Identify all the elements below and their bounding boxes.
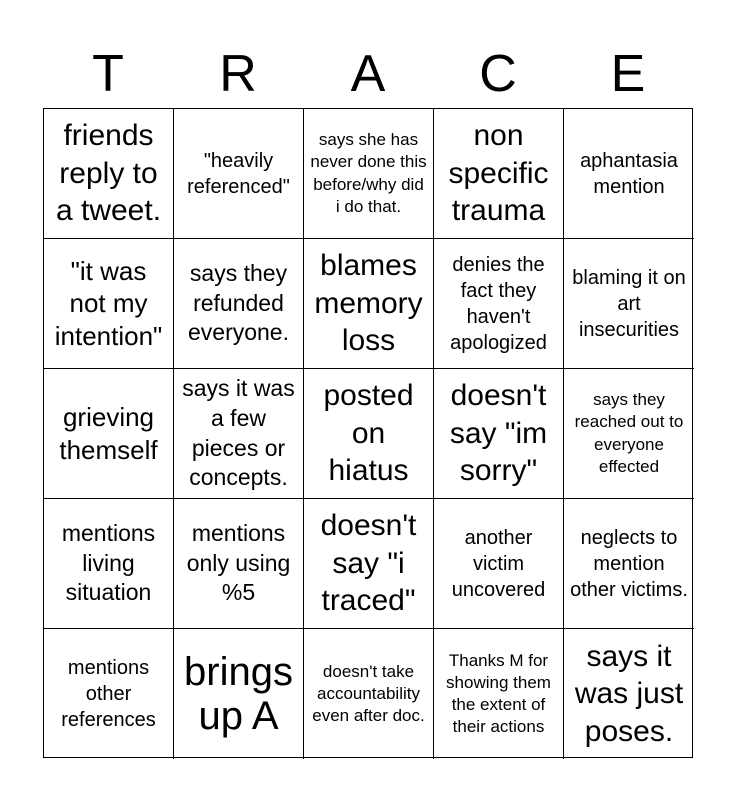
header-letter-t: T (92, 45, 124, 103)
bingo-cell-text: denies the fact they haven't apologized (450, 253, 547, 354)
bingo-cell-r4-c3[interactable] (304, 499, 434, 629)
header-letter-c: C (479, 45, 517, 103)
bingo-cell-text: posted on hiatus (323, 379, 414, 488)
bingo-cell-r1-c2[interactable] (174, 109, 304, 239)
bingo-cell-r1-c1[interactable] (44, 109, 174, 239)
bingo-cell-text: blames memory loss (314, 249, 423, 358)
bingo-cell-text: says it was just poses. (574, 639, 684, 748)
bingo-cell-r5-c1[interactable] (44, 629, 174, 759)
bingo-cell-text: says they reached out to everyone effected (574, 390, 684, 476)
bingo-cell-r4-c1[interactable] (44, 499, 174, 629)
bingo-cell-r4-c5[interactable] (564, 499, 694, 629)
bingo-cell-text: mentions other references (61, 657, 156, 731)
bingo-cell-r2-c1[interactable] (44, 239, 174, 369)
bingo-cell-r3-c1[interactable] (44, 369, 174, 499)
bingo-cell-text: says she has never done this before/why did i do that. (310, 130, 427, 216)
bingo-cell-r4-c4[interactable] (434, 499, 564, 629)
bingo-cell-r1-c4[interactable] (434, 109, 564, 239)
bingo-cell-text: friends reply to a tweet. (55, 119, 162, 228)
bingo-cell-text: "it was not my intention" (54, 255, 163, 351)
bingo-cell-r3-c2[interactable] (174, 369, 304, 499)
bingo-cell-text: doesn't say "i traced" (320, 509, 417, 618)
bingo-cell-text: "heavily referenced" (187, 149, 290, 198)
bingo-cell-r2-c5[interactable] (564, 239, 694, 369)
bingo-cell-r5-c3[interactable] (304, 629, 434, 759)
bingo-cell-text: another victim uncovered (451, 526, 546, 601)
bingo-cell-text: mentions living situation (61, 519, 156, 606)
header-letter-a: A (350, 45, 386, 103)
bingo-cell-text: aphantasia mention (580, 149, 678, 198)
bingo-cell-r5-c4[interactable] (434, 629, 564, 759)
bingo-cell-r3-c4[interactable] (434, 369, 564, 499)
bingo-cell-text: grieving themself (59, 402, 158, 465)
bingo-cell-r2-c3[interactable] (304, 239, 434, 369)
bingo-cell-text: doesn't take accountability even after doc. (312, 661, 425, 726)
bingo-cell-text: non specific trauma (448, 119, 549, 228)
bingo-cell-text: brings up A (184, 650, 293, 738)
header-letter-e: E (610, 45, 646, 103)
bingo-cell-text: says they refunded everyone. (187, 259, 289, 346)
bingo-board (43, 108, 693, 758)
bingo-cell-r1-c3[interactable] (304, 109, 434, 239)
bingo-cell-r3-c5[interactable] (564, 369, 694, 499)
bingo-cell-text: Thanks M for showing them the extent of their actions (446, 650, 551, 737)
bingo-cell-r4-c2[interactable] (174, 499, 304, 629)
bingo-cell-text: blaming it on art insecurities (572, 266, 686, 341)
bingo-cell-r5-c2[interactable] (174, 629, 304, 759)
bingo-cell-text: neglects to mention other victims. (570, 526, 688, 601)
bingo-cell-r3-c3[interactable] (304, 369, 434, 499)
bingo-cell-text: doesn't say "im sorry" (449, 379, 548, 488)
bingo-cell-text: says it was a few pieces or concepts. (182, 374, 295, 491)
bingo-cell-r1-c5[interactable] (564, 109, 694, 239)
bingo-cell-r2-c2[interactable] (174, 239, 304, 369)
bingo-cell-r2-c4[interactable] (434, 239, 564, 369)
header-letter-r: R (219, 45, 257, 103)
bingo-cell-r5-c5[interactable] (564, 629, 694, 759)
bingo-header (43, 40, 693, 108)
bingo-cell-text: mentions only using %5 (186, 519, 291, 606)
